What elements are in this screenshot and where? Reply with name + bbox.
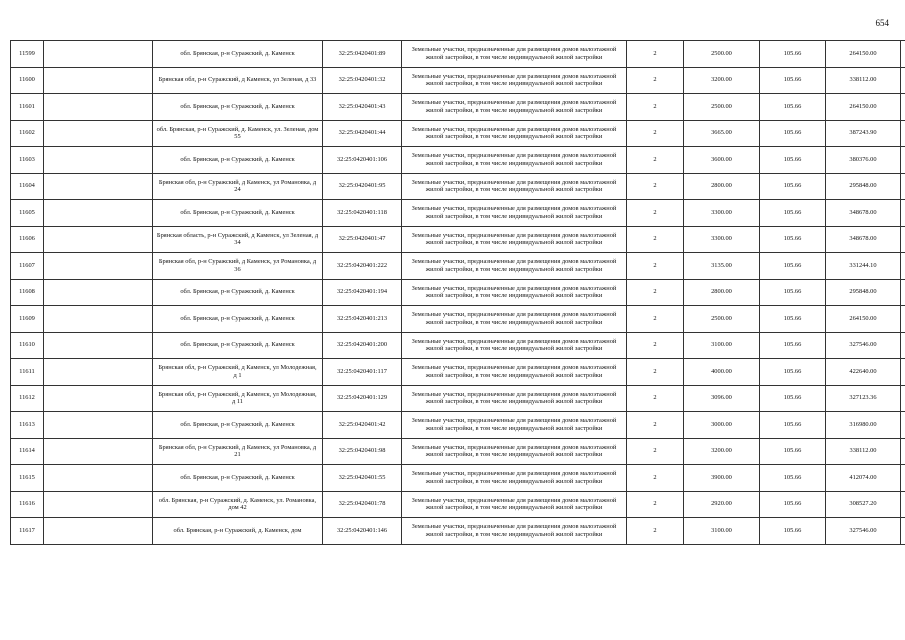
address-cell: Брянская область, р-н Суражский, д Каменск, ул Зеленая, д 34 xyxy=(153,226,323,253)
area-cell: 2920.00 xyxy=(684,491,760,518)
area-cell: 3200.00 xyxy=(684,438,760,465)
cadastral-number-cell: 32:25:0420401:106 xyxy=(323,147,402,174)
cadastral-value-cell: 264150.00 xyxy=(826,94,901,121)
spacer-cell xyxy=(901,173,905,200)
cadastral-number-cell: 32:25:0420401:222 xyxy=(323,253,402,280)
record-number: 11611 xyxy=(11,359,44,386)
cadastral-value-cell: 295848.00 xyxy=(826,279,901,306)
group-cell: 2 xyxy=(627,147,684,174)
land-use-cell: Земельные участки, предназначенные для размещения домов малоэтажной жилой застройки, в том числе индивидуальной жилой застройки xyxy=(402,253,627,280)
cadastral-number-cell: 32:25:0420401:117 xyxy=(323,359,402,386)
cadastral-value-cell: 348678.00 xyxy=(826,226,901,253)
record-number: 11607 xyxy=(11,253,44,280)
address-cell: Брянская обл, р-н Суражский, д Каменск, ул Молодежная, д 11 xyxy=(153,385,323,412)
record-number: 11615 xyxy=(11,465,44,492)
cadastral-number-cell: 32:25:0420401:129 xyxy=(323,385,402,412)
spacer-cell xyxy=(901,518,905,545)
cadastral-value-table xyxy=(10,40,905,545)
spacer-cell xyxy=(44,518,153,545)
land-use-cell: Земельные участки, предназначенные для размещения домов малоэтажной жилой застройки, в том числе индивидуальной жилой застройки xyxy=(402,67,627,94)
cadastral-number-cell: 32:25:0420401:43 xyxy=(323,94,402,121)
cadastral-number-cell: 32:25:0420401:42 xyxy=(323,412,402,439)
record-number: 11603 xyxy=(11,147,44,174)
address-cell: обл. Брянская, р-н Суражский, д. Каменск xyxy=(153,465,323,492)
table-row xyxy=(11,173,905,200)
cadastral-value-cell: 264150.00 xyxy=(826,306,901,333)
table-row xyxy=(11,120,905,147)
record-number: 11608 xyxy=(11,279,44,306)
record-number: 11599 xyxy=(11,41,44,68)
land-use-cell: Земельные участки, предназначенные для размещения домов малоэтажной жилой застройки, в том числе индивидуальной жилой застройки xyxy=(402,491,627,518)
page-number: 654 xyxy=(875,18,889,28)
land-use-cell: Земельные участки, предназначенные для размещения домов малоэтажной жилой застройки, в том числе индивидуальной жилой застройки xyxy=(402,41,627,68)
spacer-cell xyxy=(44,412,153,439)
spacer-cell xyxy=(44,41,153,68)
table-row xyxy=(11,332,905,359)
specific-value-cell: 105.66 xyxy=(760,120,826,147)
record-number: 11601 xyxy=(11,94,44,121)
group-cell: 2 xyxy=(627,253,684,280)
spacer-cell xyxy=(901,94,905,121)
cadastral-value-cell: 348678.00 xyxy=(826,200,901,227)
cadastral-value-cell: 380376.00 xyxy=(826,147,901,174)
spacer-cell xyxy=(44,306,153,333)
spacer-cell xyxy=(44,226,153,253)
land-use-cell: Земельные участки, предназначенные для размещения домов малоэтажной жилой застройки, в том числе индивидуальной жилой застройки xyxy=(402,279,627,306)
spacer-cell xyxy=(44,438,153,465)
table-row xyxy=(11,94,905,121)
area-cell: 3300.00 xyxy=(684,226,760,253)
specific-value-cell: 105.66 xyxy=(760,438,826,465)
table-row xyxy=(11,279,905,306)
spacer-cell xyxy=(901,41,905,68)
group-cell: 2 xyxy=(627,412,684,439)
cadastral-number-cell: 32:25:0420401:118 xyxy=(323,200,402,227)
specific-value-cell: 105.66 xyxy=(760,491,826,518)
group-cell: 2 xyxy=(627,200,684,227)
area-cell: 3200.00 xyxy=(684,67,760,94)
spacer-cell xyxy=(901,253,905,280)
spacer-cell xyxy=(44,359,153,386)
land-use-cell: Земельные участки, предназначенные для размещения домов малоэтажной жилой застройки, в том числе индивидуальной жилой застройки xyxy=(402,94,627,121)
group-cell: 2 xyxy=(627,438,684,465)
area-cell: 2800.00 xyxy=(684,173,760,200)
spacer-cell xyxy=(901,147,905,174)
specific-value-cell: 105.66 xyxy=(760,518,826,545)
cadastral-number-cell: 32:25:0420401:89 xyxy=(323,41,402,68)
specific-value-cell: 105.66 xyxy=(760,332,826,359)
cadastral-number-cell: 32:25:0420401:95 xyxy=(323,173,402,200)
group-cell: 2 xyxy=(627,226,684,253)
spacer-cell xyxy=(901,332,905,359)
spacer-cell xyxy=(44,279,153,306)
group-cell: 2 xyxy=(627,67,684,94)
area-cell: 4000.00 xyxy=(684,359,760,386)
address-cell: обл. Брянская, р-н Суражский, д. Каменск, ул. Зеленая, дом 55 xyxy=(153,120,323,147)
land-use-cell: Земельные участки, предназначенные для размещения домов малоэтажной жилой застройки, в том числе индивидуальной жилой застройки xyxy=(402,147,627,174)
address-cell: обл. Брянская, р-н Суражский, д. Каменск, дом xyxy=(153,518,323,545)
address-cell: обл. Брянская, р-н Суражский, д. Каменск xyxy=(153,332,323,359)
specific-value-cell: 105.66 xyxy=(760,253,826,280)
spacer-cell xyxy=(44,332,153,359)
specific-value-cell: 105.66 xyxy=(760,359,826,386)
group-cell: 2 xyxy=(627,94,684,121)
land-use-cell: Земельные участки, предназначенные для размещения домов малоэтажной жилой застройки, в том числе индивидуальной жилой застройки xyxy=(402,200,627,227)
table-row xyxy=(11,385,905,412)
spacer-cell xyxy=(901,120,905,147)
record-number: 11612 xyxy=(11,385,44,412)
group-cell: 2 xyxy=(627,518,684,545)
cadastral-value-cell: 327546.00 xyxy=(826,332,901,359)
table-row xyxy=(11,147,905,174)
area-cell: 2800.00 xyxy=(684,279,760,306)
table-row xyxy=(11,491,905,518)
address-cell: Брянская обл, р-н Суражский, д Каменск, ул Молодежная, д 1 xyxy=(153,359,323,386)
specific-value-cell: 105.66 xyxy=(760,279,826,306)
cadastral-value-cell: 308527.20 xyxy=(826,491,901,518)
spacer-cell xyxy=(44,385,153,412)
area-cell: 2500.00 xyxy=(684,94,760,121)
group-cell: 2 xyxy=(627,465,684,492)
group-cell: 2 xyxy=(627,41,684,68)
area-cell: 2500.00 xyxy=(684,306,760,333)
address-cell: обл. Брянская, р-н Суражский, д. Каменск xyxy=(153,412,323,439)
specific-value-cell: 105.66 xyxy=(760,94,826,121)
group-cell: 2 xyxy=(627,306,684,333)
record-number: 11605 xyxy=(11,200,44,227)
specific-value-cell: 105.66 xyxy=(760,173,826,200)
record-number: 11616 xyxy=(11,491,44,518)
group-cell: 2 xyxy=(627,279,684,306)
cadastral-value-cell: 327546.00 xyxy=(826,518,901,545)
spacer-cell xyxy=(44,94,153,121)
address-cell: Брянская обл, р-н Суражский, д Каменск, ул Зеленая, д 33 xyxy=(153,67,323,94)
address-cell: обл. Брянская, р-н Суражский, д. Каменск xyxy=(153,306,323,333)
group-cell: 2 xyxy=(627,385,684,412)
specific-value-cell: 105.66 xyxy=(760,385,826,412)
record-number: 11606 xyxy=(11,226,44,253)
address-cell: обл. Брянская, р-н Суражский, д. Каменск xyxy=(153,200,323,227)
cadastral-value-cell: 264150.00 xyxy=(826,41,901,68)
land-use-cell: Земельные участки, предназначенные для размещения домов малоэтажной жилой застройки, в том числе индивидуальной жилой застройки xyxy=(402,226,627,253)
cadastral-number-cell: 32:25:0420401:213 xyxy=(323,306,402,333)
record-number: 11600 xyxy=(11,67,44,94)
table-row xyxy=(11,518,905,545)
spacer-cell xyxy=(44,465,153,492)
address-cell: Брянская обл, р-н Суражский, д Каменск, ул Романовка, д 24 xyxy=(153,173,323,200)
address-cell: Брянская обл, р-н Суражский, д Каменск, ул Романовка, д 36 xyxy=(153,253,323,280)
address-cell: обл. Брянская, р-н Суражский, д. Каменск xyxy=(153,41,323,68)
group-cell: 2 xyxy=(627,332,684,359)
spacer-cell xyxy=(44,67,153,94)
table-row xyxy=(11,412,905,439)
record-number: 11609 xyxy=(11,306,44,333)
cadastral-value-cell: 316980.00 xyxy=(826,412,901,439)
specific-value-cell: 105.66 xyxy=(760,67,826,94)
spacer-cell xyxy=(901,438,905,465)
table-row xyxy=(11,67,905,94)
cadastral-value-cell: 387243.90 xyxy=(826,120,901,147)
spacer-cell xyxy=(901,306,905,333)
land-use-cell: Земельные участки, предназначенные для размещения домов малоэтажной жилой застройки, в том числе индивидуальной жилой застройки xyxy=(402,173,627,200)
record-number: 11610 xyxy=(11,332,44,359)
area-cell: 3665.00 xyxy=(684,120,760,147)
cadastral-number-cell: 32:25:0420401:98 xyxy=(323,438,402,465)
land-use-cell: Земельные участки, предназначенные для размещения домов малоэтажной жилой застройки, в том числе индивидуальной жилой застройки xyxy=(402,359,627,386)
land-use-cell: Земельные участки, предназначенные для размещения домов малоэтажной жилой застройки, в том числе индивидуальной жилой застройки xyxy=(402,465,627,492)
cadastral-number-cell: 32:25:0420401:194 xyxy=(323,279,402,306)
table-row xyxy=(11,306,905,333)
spacer-cell xyxy=(44,120,153,147)
table-row xyxy=(11,200,905,227)
spacer-cell xyxy=(44,200,153,227)
group-cell: 2 xyxy=(627,173,684,200)
spacer-cell xyxy=(901,279,905,306)
address-cell: Брянская обл, р-н Суражский, д Каменск, ул Романовка, д 21 xyxy=(153,438,323,465)
cadastral-value-cell: 331244.10 xyxy=(826,253,901,280)
specific-value-cell: 105.66 xyxy=(760,306,826,333)
area-cell: 3135.00 xyxy=(684,253,760,280)
land-use-cell: Земельные участки, предназначенные для размещения домов малоэтажной жилой застройки, в том числе индивидуальной жилой застройки xyxy=(402,120,627,147)
group-cell: 2 xyxy=(627,491,684,518)
land-use-cell: Земельные участки, предназначенные для размещения домов малоэтажной жилой застройки, в том числе индивидуальной жилой застройки xyxy=(402,385,627,412)
spacer-cell xyxy=(901,385,905,412)
group-cell: 2 xyxy=(627,359,684,386)
specific-value-cell: 105.66 xyxy=(760,465,826,492)
table-row xyxy=(11,226,905,253)
spacer-cell xyxy=(44,491,153,518)
specific-value-cell: 105.66 xyxy=(760,147,826,174)
area-cell: 3100.00 xyxy=(684,332,760,359)
area-cell: 3300.00 xyxy=(684,200,760,227)
table-row xyxy=(11,253,905,280)
area-cell: 3000.00 xyxy=(684,412,760,439)
spacer-cell xyxy=(901,491,905,518)
cadastral-number-cell: 32:25:0420401:200 xyxy=(323,332,402,359)
table-row xyxy=(11,359,905,386)
spacer-cell xyxy=(44,253,153,280)
table-row xyxy=(11,438,905,465)
spacer-cell xyxy=(901,226,905,253)
spacer-cell xyxy=(44,173,153,200)
specific-value-cell: 105.66 xyxy=(760,41,826,68)
land-use-cell: Земельные участки, предназначенные для размещения домов малоэтажной жилой застройки, в том числе индивидуальной жилой застройки xyxy=(402,438,627,465)
cadastral-value-cell: 295848.00 xyxy=(826,173,901,200)
cadastral-number-cell: 32:25:0420401:55 xyxy=(323,465,402,492)
cadastral-number-cell: 32:25:0420401:32 xyxy=(323,67,402,94)
cadastral-number-cell: 32:25:0420401:47 xyxy=(323,226,402,253)
address-cell: обл. Брянская, р-н Суражский, д. Каменск xyxy=(153,279,323,306)
land-use-cell: Земельные участки, предназначенные для размещения домов малоэтажной жилой застройки, в том числе индивидуальной жилой застройки xyxy=(402,306,627,333)
land-use-cell: Земельные участки, предназначенные для размещения домов малоэтажной жилой застройки, в том числе индивидуальной жилой застройки xyxy=(402,332,627,359)
spacer-cell xyxy=(44,147,153,174)
cadastral-number-cell: 32:25:0420401:44 xyxy=(323,120,402,147)
specific-value-cell: 105.66 xyxy=(760,412,826,439)
table-body xyxy=(11,41,905,545)
land-use-cell: Земельные участки, предназначенные для размещения домов малоэтажной жилой застройки, в том числе индивидуальной жилой застройки xyxy=(402,518,627,545)
group-cell: 2 xyxy=(627,120,684,147)
cadastral-number-cell: 32:25:0420401:78 xyxy=(323,491,402,518)
record-number: 11614 xyxy=(11,438,44,465)
cadastral-value-cell: 412074.00 xyxy=(826,465,901,492)
spacer-cell xyxy=(901,200,905,227)
address-cell: обл. Брянская, р-н Суражский, д. Каменск xyxy=(153,94,323,121)
area-cell: 3100.00 xyxy=(684,518,760,545)
record-number: 11602 xyxy=(11,120,44,147)
spacer-cell xyxy=(901,359,905,386)
land-use-cell: Земельные участки, предназначенные для размещения домов малоэтажной жилой застройки, в том числе индивидуальной жилой застройки xyxy=(402,412,627,439)
specific-value-cell: 105.66 xyxy=(760,200,826,227)
address-cell: обл. Брянская, р-н Суражский, д. Каменск, ул. Романовка, дом 42 xyxy=(153,491,323,518)
address-cell: обл. Брянская, р-н Суражский, д. Каменск xyxy=(153,147,323,174)
area-cell: 2500.00 xyxy=(684,41,760,68)
spacer-cell xyxy=(901,465,905,492)
cadastral-value-cell: 422640.00 xyxy=(826,359,901,386)
record-number: 11613 xyxy=(11,412,44,439)
area-cell: 3096.00 xyxy=(684,385,760,412)
table-row xyxy=(11,41,905,68)
record-number: 11604 xyxy=(11,173,44,200)
cadastral-number-cell: 32:25:0420401:146 xyxy=(323,518,402,545)
spacer-cell xyxy=(901,67,905,94)
cadastral-value-cell: 338112.00 xyxy=(826,67,901,94)
area-cell: 3900.00 xyxy=(684,465,760,492)
spacer-cell xyxy=(901,412,905,439)
cadastral-value-cell: 338112.00 xyxy=(826,438,901,465)
cadastral-value-cell: 327123.36 xyxy=(826,385,901,412)
record-number: 11617 xyxy=(11,518,44,545)
table-row xyxy=(11,465,905,492)
area-cell: 3600.00 xyxy=(684,147,760,174)
specific-value-cell: 105.66 xyxy=(760,226,826,253)
